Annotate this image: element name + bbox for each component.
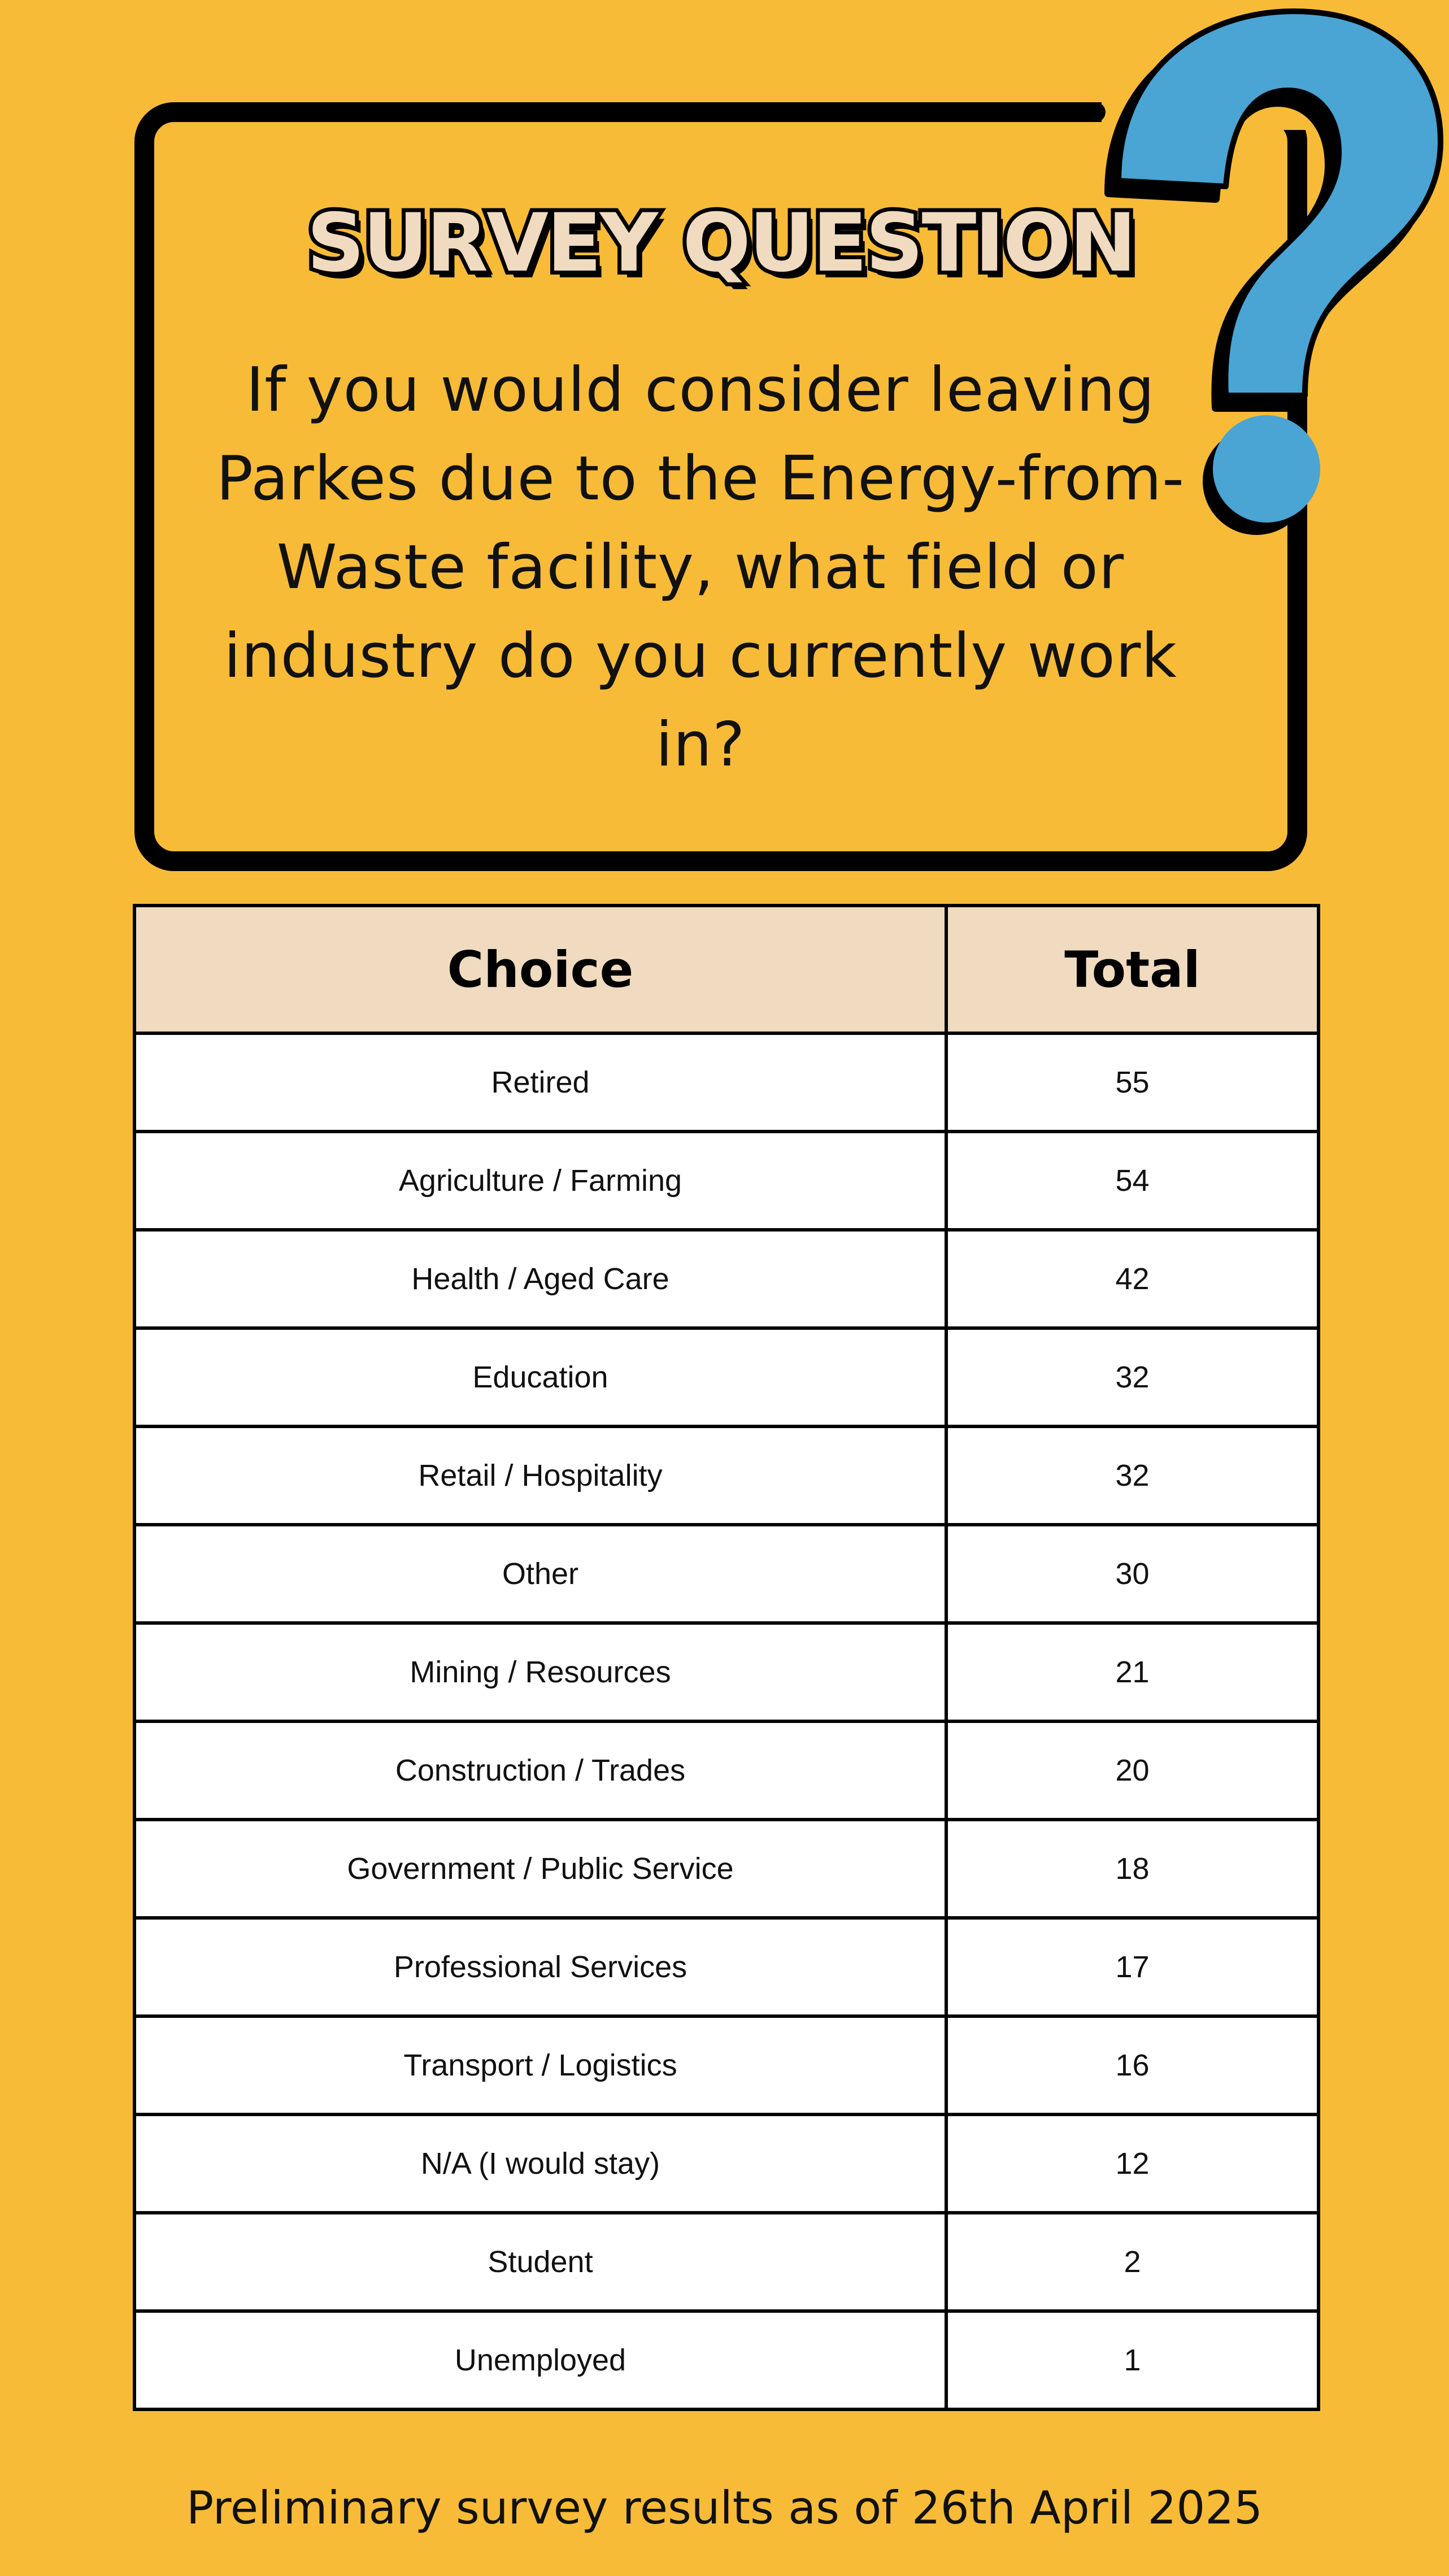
total-cell: 16 — [946, 2016, 1319, 2114]
choice-cell: N/A (I would stay) — [134, 2114, 946, 2213]
table-row — [134, 1525, 1319, 1623]
table-row — [134, 2311, 1319, 2409]
table-row — [134, 1033, 1319, 1132]
table-row — [134, 1132, 1319, 1230]
table-row — [134, 2114, 1319, 2213]
table-row — [134, 1918, 1319, 2016]
choice-cell: Other — [134, 1525, 946, 1623]
survey-heading: SURVEY QUESTION — [307, 197, 1135, 290]
choice-cell: Retired — [134, 1033, 946, 1132]
table-row — [134, 1721, 1319, 1820]
table-row — [134, 1623, 1319, 1721]
footer-note: Preliminary survey results as of 26th April 2025 — [186, 2482, 1263, 2534]
choice-cell: Student — [134, 2213, 946, 2311]
choice-cell: Retail / Hospitality — [134, 1426, 946, 1525]
choice-cell: Agriculture / Farming — [134, 1132, 946, 1230]
choice-cell: Government / Public Service — [134, 1820, 946, 1918]
total-column-header: Total — [946, 906, 1319, 1033]
choice-cell: Construction / Trades — [134, 1721, 946, 1820]
survey-question-text: If you would consider leaving Parkes due to the Energy-from-Waste facility, what field or industry do you currently work in? — [216, 355, 1185, 780]
table-row — [134, 1230, 1319, 1328]
total-cell: 32 — [946, 1426, 1319, 1525]
total-cell: 42 — [946, 1230, 1319, 1328]
table-row — [134, 1820, 1319, 1918]
choice-cell: Professional Services — [134, 1918, 946, 2016]
choice-cell: Transport / Logistics — [134, 2016, 946, 2114]
choice-column-header: Choice — [134, 906, 946, 1033]
total-cell: 30 — [946, 1525, 1319, 1623]
table-row — [134, 2213, 1319, 2311]
choice-cell: Unemployed — [134, 2311, 946, 2409]
total-cell: 12 — [946, 2114, 1319, 2213]
table-header-row — [134, 906, 1319, 1033]
table-row — [134, 1426, 1319, 1525]
choice-cell: Health / Aged Care — [134, 1230, 946, 1328]
choice-cell: Mining / Resources — [134, 1623, 946, 1721]
total-cell: 17 — [946, 1918, 1319, 2016]
total-cell: 21 — [946, 1623, 1319, 1721]
table-row — [134, 2016, 1319, 2114]
results-table — [133, 904, 1320, 2411]
total-cell: 55 — [946, 1033, 1319, 1132]
total-cell: 2 — [946, 2213, 1319, 2311]
table-row — [134, 1328, 1319, 1426]
total-cell: 54 — [946, 1132, 1319, 1230]
total-cell: 18 — [946, 1820, 1319, 1918]
total-cell: 32 — [946, 1328, 1319, 1426]
total-cell: 1 — [946, 2311, 1319, 2409]
total-cell: 20 — [946, 1721, 1319, 1820]
choice-cell: Education — [134, 1328, 946, 1426]
